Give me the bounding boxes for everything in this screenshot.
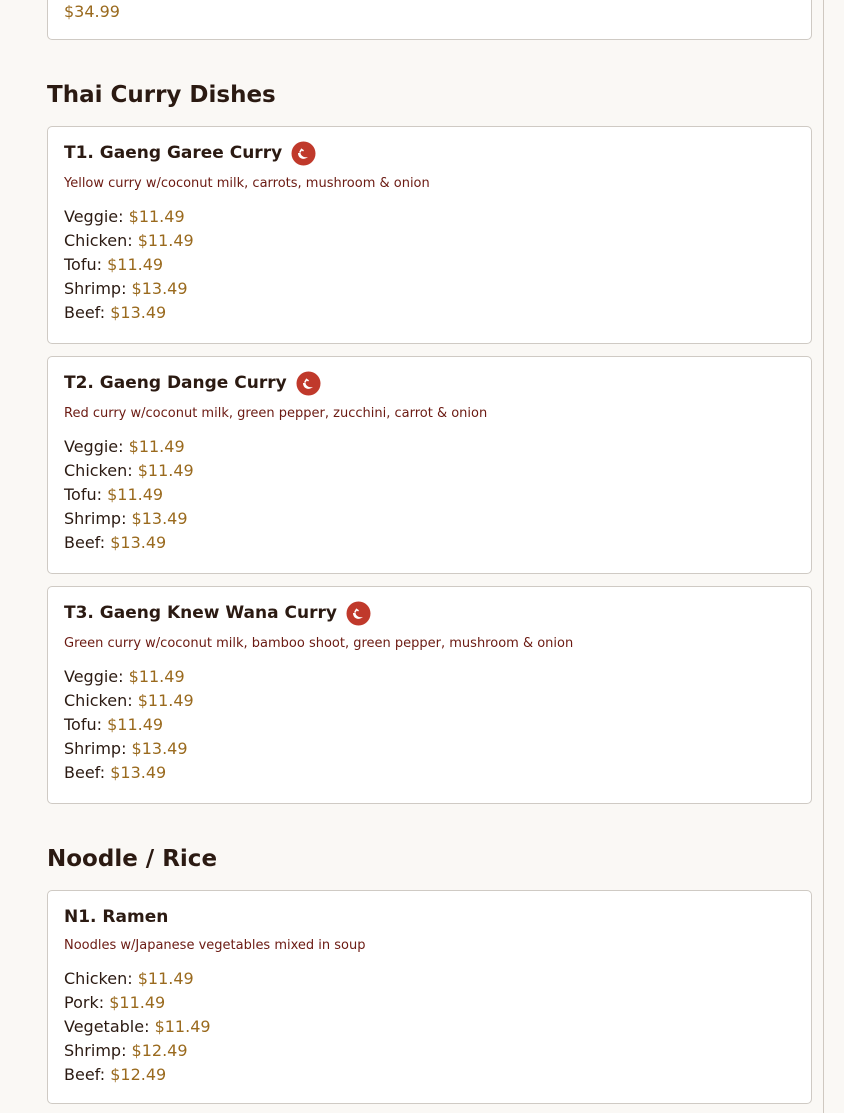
page-edge-divider — [823, 0, 824, 1113]
menu-item-card-t3 — [47, 586, 812, 804]
price-label: Shrimp: — [64, 1041, 127, 1060]
price-value: $12.49 — [110, 1065, 167, 1084]
price-value: $11.49 — [137, 969, 194, 988]
price-value: $11.49 — [107, 485, 164, 504]
section-title-thai-curry: Thai Curry Dishes — [47, 82, 276, 108]
dish-header — [64, 599, 795, 627]
price-line — [64, 967, 795, 991]
price-line — [64, 253, 795, 277]
price-label: Shrimp: — [64, 509, 127, 528]
price-label: Veggie: — [64, 437, 124, 456]
price-line — [64, 205, 795, 229]
price-value: $11.49 — [128, 667, 185, 686]
price-label: Chicken: — [64, 231, 133, 250]
price-line — [64, 483, 795, 507]
price-value: $11.49 — [154, 1017, 211, 1036]
price-label: Pork: — [64, 993, 105, 1012]
menu-content — [47, 0, 812, 1104]
price-line — [64, 1063, 795, 1087]
price-line — [64, 1015, 795, 1039]
dish-name: N1. Ramen — [64, 907, 169, 927]
price-label: Tofu: — [64, 485, 103, 504]
price-line — [64, 277, 795, 301]
price-label: Chicken: — [64, 461, 133, 480]
price-value: $11.49 — [107, 255, 164, 274]
price-label: Chicken: — [64, 969, 133, 988]
dish-description: Red curry w/coconut milk, green pepper, zucchini, carrot & onion — [64, 406, 488, 421]
price-line — [64, 435, 795, 459]
price-label: Shrimp: — [64, 279, 127, 298]
price-value: $11.49 — [107, 715, 164, 734]
price-label: Tofu: — [64, 255, 103, 274]
price-line — [64, 507, 795, 531]
price-line — [64, 991, 795, 1015]
dish-description: Yellow curry w/coconut milk, carrots, mushroom & onion — [64, 176, 430, 191]
price-label: Beef: — [64, 303, 106, 322]
price-line — [64, 713, 795, 737]
price-value: $11.49 — [137, 461, 194, 480]
dish-header — [64, 139, 795, 167]
price-value: $12.49 — [131, 1041, 188, 1060]
price-label: Beef: — [64, 763, 106, 782]
dish-description: Noodles w/Japanese vegetables mixed in soup — [64, 938, 366, 953]
price-line — [64, 229, 795, 253]
price-line — [64, 761, 795, 785]
price-line — [64, 1039, 795, 1063]
dish-header — [64, 903, 795, 931]
price-label: Chicken: — [64, 691, 133, 710]
price-value: $11.49 — [128, 437, 185, 456]
dish-header — [64, 369, 795, 397]
price-label: Beef: — [64, 1065, 106, 1084]
menu-item-card-t2 — [47, 356, 812, 574]
price-label: Tofu: — [64, 715, 103, 734]
dish-name: T2. Gaeng Dange Curry — [64, 373, 287, 393]
price-value: $13.49 — [110, 303, 167, 322]
price-line — [64, 301, 795, 325]
price-label: Shrimp: — [64, 739, 127, 758]
price-line — [64, 665, 795, 689]
price-label: Veggie: — [64, 667, 124, 686]
price-line — [64, 531, 795, 555]
menu-item-card — [47, 0, 812, 40]
price-line — [64, 459, 795, 483]
price-label: Beef: — [64, 533, 106, 552]
price-value: $11.49 — [109, 993, 166, 1012]
chili-pepper-icon — [346, 601, 371, 626]
price-value: $13.49 — [131, 739, 188, 758]
price-value: $34.99 — [64, 2, 120, 21]
price-label: Veggie: — [64, 207, 124, 226]
chili-pepper-icon — [296, 371, 321, 396]
menu-item-card-n1 — [47, 890, 812, 1104]
price-line — [64, 737, 795, 761]
price-line — [64, 689, 795, 713]
price-value: $13.49 — [110, 533, 167, 552]
price-value: $11.49 — [137, 231, 194, 250]
price-value: $11.49 — [128, 207, 185, 226]
price-value: $13.49 — [110, 763, 167, 782]
section-title-noodle-rice: Noodle / Rice — [47, 846, 218, 872]
price-value: $13.49 — [131, 509, 188, 528]
menu-item-card-t1 — [47, 126, 812, 344]
price-value: $13.49 — [131, 279, 188, 298]
dish-name: T1. Gaeng Garee Curry — [64, 143, 283, 163]
dish-name: T3. Gaeng Knew Wana Curry — [64, 603, 337, 623]
dish-description: Green curry w/coconut milk, bamboo shoot, green pepper, mushroom & onion — [64, 636, 574, 651]
chili-pepper-icon — [291, 141, 316, 166]
price-label: Vegetable: — [64, 1017, 150, 1036]
price-line — [64, 0, 795, 24]
price-value: $11.49 — [137, 691, 194, 710]
